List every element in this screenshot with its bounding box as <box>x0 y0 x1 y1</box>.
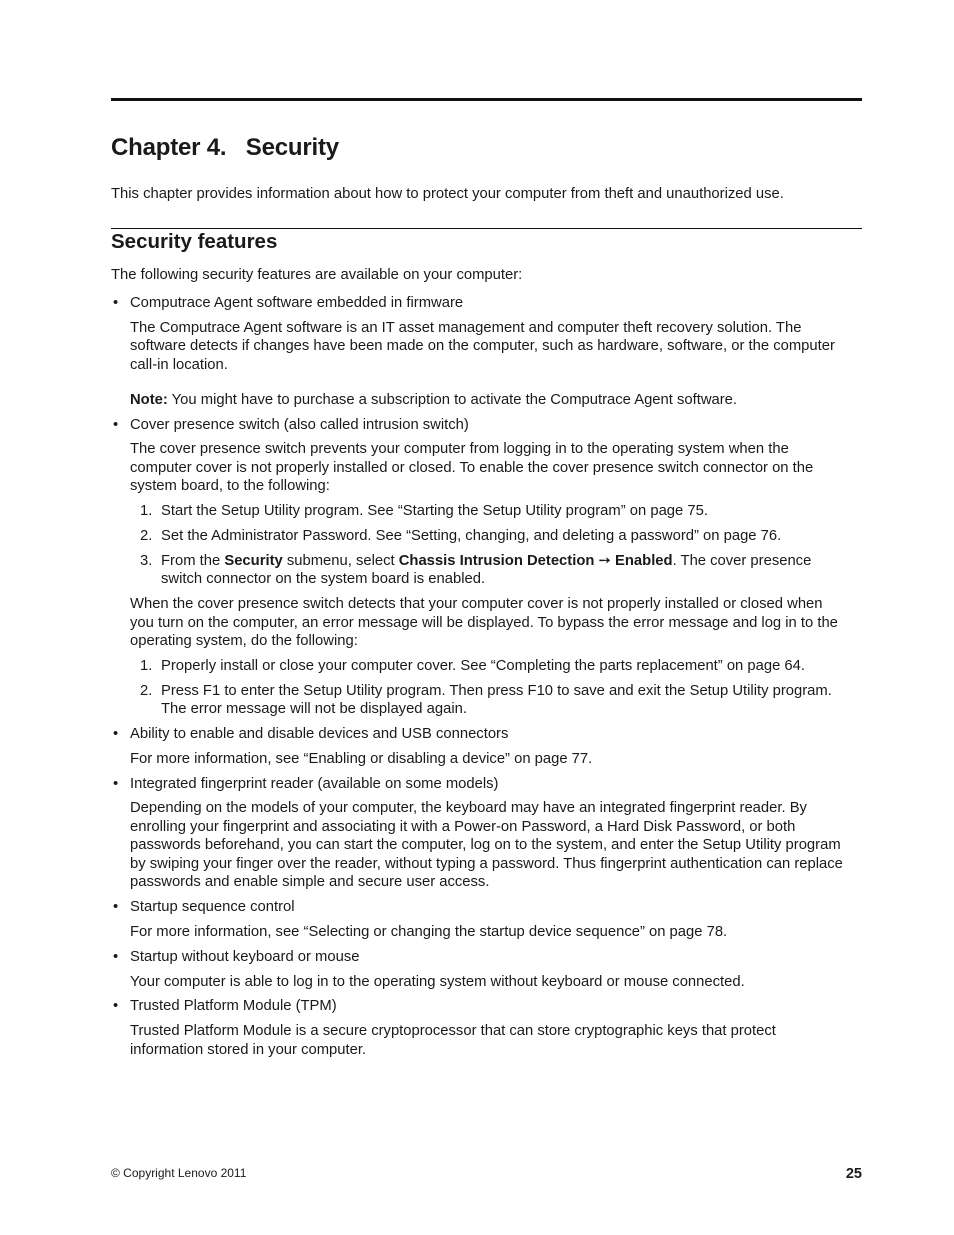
feature-computrace <box>111 294 862 409</box>
menu-path: Chassis Intrusion Detection ➙ Enabled <box>398 552 673 569</box>
feature-description: The Computrace Agent software is an IT asset management and computer theft recovery solution. The software detects if changes have been made on the computer, such as hardware, software, or the computer call-in location. <box>130 319 835 373</box>
feature-title: Trusted Platform Module (TPM) <box>130 998 337 1015</box>
step-text: . The cover presence switch connector on the system board is enabled. <box>161 552 812 588</box>
feature-description: For more information, see “Enabling or disabling a device” on page 77. <box>130 750 593 767</box>
feature-description: The cover presence switch prevents your computer from logging in to the operating system when the computer cover is not properly installed or closed. To enable the cover presence switch connector on the system board, to the following: <box>130 441 814 495</box>
bypass-steps-list <box>130 657 862 719</box>
copyright-notice: © Copyright Lenovo 2011 <box>111 1166 247 1180</box>
step-number: 2. <box>140 527 153 544</box>
step-number: 1. <box>140 503 153 520</box>
chapter-intro: This chapter provides information about how to protect your computer from theft and unauthorized use. <box>111 186 784 202</box>
bullet: • <box>113 899 119 916</box>
chapter-title: Chapter 4. Security <box>111 134 339 161</box>
step-text: Press F1 to enter the Setup Utility program. Then press F10 to save and exit the Setup Utility program. The error message will not be displayed again. <box>161 682 832 718</box>
section-rule <box>111 228 862 229</box>
step-number: 1. <box>140 657 153 674</box>
step-number: 2. <box>140 682 153 699</box>
feature-title: Startup sequence control <box>130 899 295 916</box>
bullet: • <box>113 948 119 965</box>
note-text: You might have to purchase a subscription to activate the Computrace Agent software. <box>167 391 738 408</box>
step-text: From the <box>161 552 225 569</box>
feature-title: Startup without keyboard or mouse <box>130 948 360 965</box>
bullet: • <box>113 725 119 742</box>
step-text: submenu, select <box>282 552 399 569</box>
security-features-list <box>111 294 862 1065</box>
step-text: Set the Administrator Password. See “Setting, changing, and deleting a password” on page 76. <box>161 527 782 544</box>
menu-name: Security <box>224 552 283 569</box>
page-number: 25 <box>845 1166 862 1182</box>
note <box>130 391 862 410</box>
step-number: 3. <box>140 552 153 569</box>
step-text: Start the Setup Utility program. See “Starting the Setup Utility program” on page 75. <box>161 503 708 520</box>
step-text: Properly install or close your computer cover. See “Completing the parts replacement” on page 64. <box>161 657 805 674</box>
feature-startup-sequence <box>111 898 862 941</box>
feature-title: Ability to enable and disable devices and USB connectors <box>130 725 509 742</box>
bullet: • <box>113 295 119 311</box>
feature-startup-without-keyboard <box>111 948 862 991</box>
bullet: • <box>113 416 119 433</box>
section-title: Security features <box>111 230 278 253</box>
feature-description: When the cover presence switch detects that your computer cover is not properly installed or closed when you turn on the computer, an error message will be displayed. To bypass the error message and log in to the operating system, do the following: <box>130 596 838 650</box>
enable-steps-list <box>130 502 862 589</box>
step-item <box>130 527 851 546</box>
feature-cover-presence-switch <box>111 416 862 719</box>
bullet: • <box>113 775 119 792</box>
bullet: • <box>113 998 119 1015</box>
feature-title: Cover presence switch (also called intrusion switch) <box>130 416 469 433</box>
chapter-top-rule <box>111 98 862 101</box>
feature-device-control <box>111 725 862 768</box>
section-lead: The following security features are available on your computer: <box>111 267 523 283</box>
step-item <box>130 502 851 521</box>
feature-description: For more information, see “Selecting or changing the startup device sequence” on page 78. <box>130 923 728 940</box>
feature-tpm <box>111 997 862 1059</box>
feature-description: Depending on the models of your computer, the keyboard may have an integrated fingerprint reader. By enrolling your fingerprint and associating it with a Power-on Password, a Hard Disk Password, or both passwords beforehand, you can start the computer, log on to the system, and enter the Setup Utility program by swiping your finger over the reader, without typing a password. Thus fingerprint authentication can replace passwords and enable simple and secure user access. <box>130 800 843 891</box>
feature-description: Trusted Platform Module is a secure cryptoprocessor that can store cryptographic keys that protect information stored in your computer. <box>130 1023 776 1058</box>
feature-title: Integrated fingerprint reader (available on some models) <box>130 775 499 792</box>
step-item <box>130 682 851 719</box>
step-item <box>130 657 851 676</box>
feature-title: Computrace Agent software embedded in firmware <box>130 295 464 311</box>
feature-fingerprint-reader <box>111 775 862 892</box>
note-label: Note: <box>130 391 168 408</box>
feature-description: Your computer is able to log in to the operating system without keyboard or mouse connected. <box>130 973 745 990</box>
step-item <box>130 552 851 589</box>
